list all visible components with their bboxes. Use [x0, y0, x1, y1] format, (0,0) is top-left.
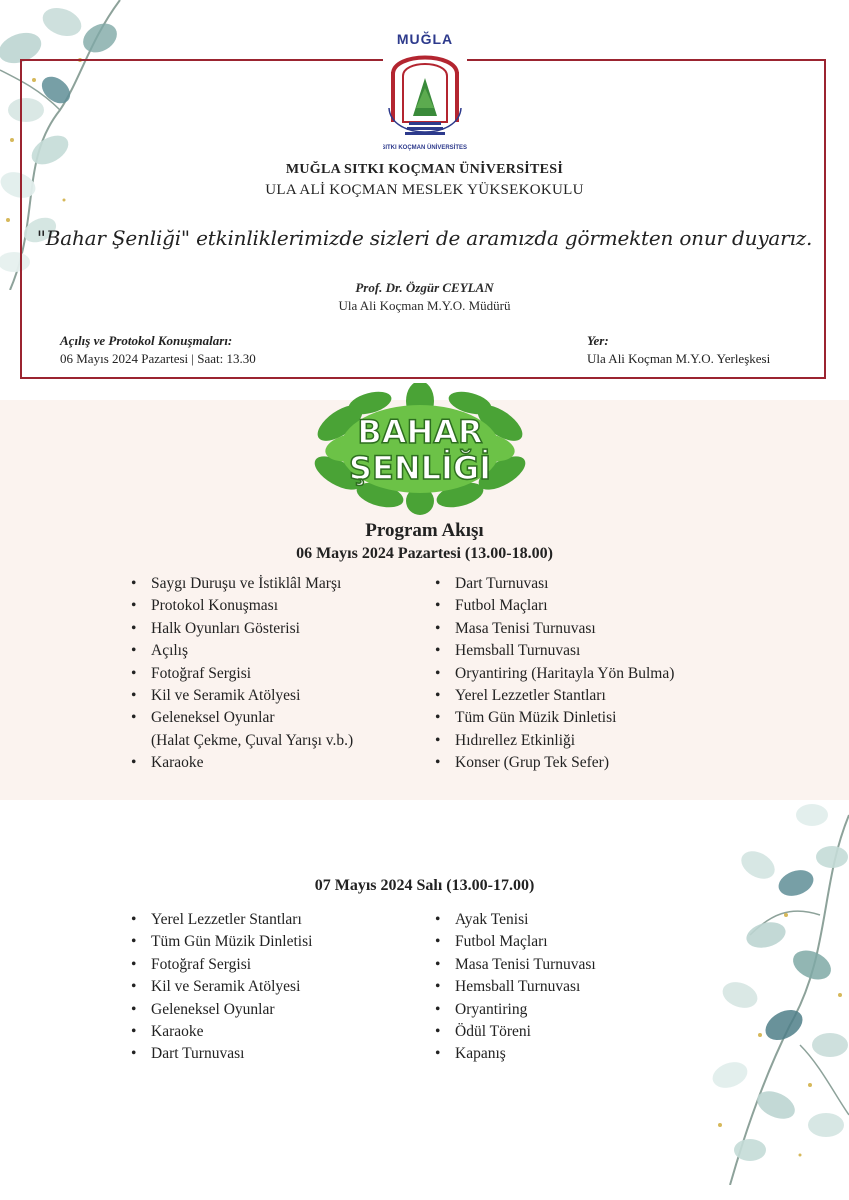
venue-value: Ula Ali Koçman M.Y.O. Yerleşkesi: [587, 351, 771, 366]
bullet-icon: •: [435, 1045, 441, 1063]
list-item: • Masa Tenisi Turnuvası: [434, 954, 596, 976]
bullet-icon: •: [435, 911, 441, 928]
festival-logo-line2: ŞENLİĞİ: [348, 449, 492, 487]
list-item: • Fotoğraf Sergisi: [130, 954, 312, 976]
bullet-icon: •: [435, 955, 441, 973]
day2-list-right: [434, 909, 596, 1066]
svg-text:SITKI KOÇMAN ÜNİVERSİTESİ: SITKI KOÇMAN ÜNİVERSİTESİ: [383, 145, 467, 151]
bullet-icon: •: [435, 709, 441, 727]
bullet-icon: •: [435, 664, 441, 682]
eucalyptus-decoration-bottom-right: [700, 795, 849, 1185]
venue-label: Yer:: [587, 333, 609, 348]
day1-list-left: [130, 573, 353, 775]
day2-title: 07 Mayıs 2024 Salı (13.00-17.00): [314, 877, 535, 894]
bullet-icon: •: [131, 1000, 137, 1018]
bahar-senligi-logo: [310, 383, 530, 515]
bullet-icon: •: [131, 754, 137, 772]
list-item: • Oryantiring: [434, 999, 596, 1021]
bullet-icon: •: [435, 933, 441, 951]
list-item: • Geleneksel Oyunlar: [130, 999, 312, 1021]
school-name: ULA ALİ KOÇMAN MESLEK YÜKSEKOKULU: [265, 182, 584, 198]
bullet-icon: •: [131, 933, 137, 951]
list-item: • Karaoke: [130, 1021, 312, 1043]
list-item: • Karaoke: [130, 752, 353, 774]
list-item: • Geleneksel Oyunlar: [130, 707, 353, 729]
list-item: • Tüm Gün Müzik Dinletisi: [434, 707, 674, 729]
bullet-icon: •: [131, 955, 137, 973]
list-item: • Halk Oyunları Gösterisi: [130, 618, 353, 640]
bullet-icon: •: [435, 754, 441, 772]
bullet-icon: •: [131, 1045, 137, 1063]
list-item: • Ayak Tenisi: [434, 909, 596, 931]
list-item: • Ödül Töreni: [434, 1021, 596, 1043]
bullet-icon: •: [131, 597, 137, 615]
list-item: • Fotoğraf Sergisi: [130, 663, 353, 685]
opening-datetime: 06 Mayıs 2024 Pazartesi | Saat: 13.30: [60, 351, 256, 366]
bullet-icon: •: [435, 575, 441, 592]
bullet-icon: •: [435, 978, 441, 996]
list-item: • Açılış: [130, 640, 353, 662]
list-item: • Dart Turnuvası: [434, 573, 674, 595]
bullet-icon: •: [435, 686, 441, 704]
bullet-icon: •: [435, 1000, 441, 1018]
list-item: • Dart Turnuvası: [130, 1043, 312, 1065]
day2-list-left: [130, 909, 312, 1066]
university-logo: [383, 30, 467, 156]
bullet-icon: •: [131, 709, 137, 727]
list-item: • Hıdırellez Etkinliği: [434, 730, 674, 752]
university-name: MUĞLA SITKI KOÇMAN ÜNİVERSİTESİ: [285, 162, 564, 177]
bullet-icon: •: [435, 1022, 441, 1040]
logo-wordmark: MUĞLA: [396, 31, 454, 47]
day1-list-right: [434, 573, 674, 775]
list-item: • Protokol Konuşması: [130, 595, 353, 617]
opening-label: Açılış ve Protokol Konuşmaları:: [60, 333, 233, 348]
festival-logo-line1: BAHAR: [357, 413, 483, 451]
list-item-note: (Halat Çekme, Çuval Yarışı v.b.): [151, 731, 354, 749]
list-item: • Tüm Gün Müzik Dinletisi: [130, 931, 312, 953]
day1-title: 06 Mayıs 2024 Pazartesi (13.00-18.00): [296, 545, 553, 562]
list-item: • Futbol Maçları: [434, 931, 596, 953]
bullet-icon: •: [435, 619, 441, 637]
list-item: • Masa Tenisi Turnuvası: [434, 618, 674, 640]
bullet-icon: •: [435, 642, 441, 660]
list-item: • Kapanış: [434, 1043, 596, 1065]
list-item: • Yerel Lezzetler Stantları: [434, 685, 674, 707]
invitation-text: "Bahar Şenliği" etkinliklerimizde sizleri de aramızda görmekten onur duyarız.: [36, 226, 813, 250]
list-item: • Yerel Lezzetler Stantları: [130, 909, 312, 931]
bullet-icon: •: [435, 731, 441, 749]
bullet-icon: •: [131, 686, 137, 704]
university-seal-icon: [383, 48, 467, 154]
bullet-icon: •: [131, 619, 137, 637]
signatory-title: Ula Ali Koçman M.Y.O. Müdürü: [338, 298, 511, 313]
bullet-icon: •: [131, 978, 137, 996]
list-item: • Hemsball Turnuvası: [434, 976, 596, 998]
list-item: • Kil ve Seramik Atölyesi: [130, 685, 353, 707]
list-item: • Hemsball Turnuvası: [434, 640, 674, 662]
program-title: Program Akışı: [365, 520, 484, 541]
bullet-icon: •: [131, 664, 137, 682]
bullet-icon: •: [131, 911, 137, 928]
list-item: • Kil ve Seramik Atölyesi: [130, 976, 312, 998]
list-item: • Saygı Duruşu ve İstiklâl Marşı: [130, 573, 353, 595]
list-item: • Konser (Grup Tek Sefer): [434, 752, 674, 774]
bullet-icon: •: [131, 642, 137, 660]
list-item: • Oryantiring (Haritayla Yön Bulma): [434, 663, 674, 685]
signatory-name: Prof. Dr. Özgür CEYLAN: [355, 280, 494, 295]
bullet-icon: •: [131, 575, 137, 592]
list-item: • Futbol Maçları: [434, 595, 674, 617]
bullet-icon: •: [131, 1022, 137, 1040]
bullet-icon: •: [435, 597, 441, 615]
